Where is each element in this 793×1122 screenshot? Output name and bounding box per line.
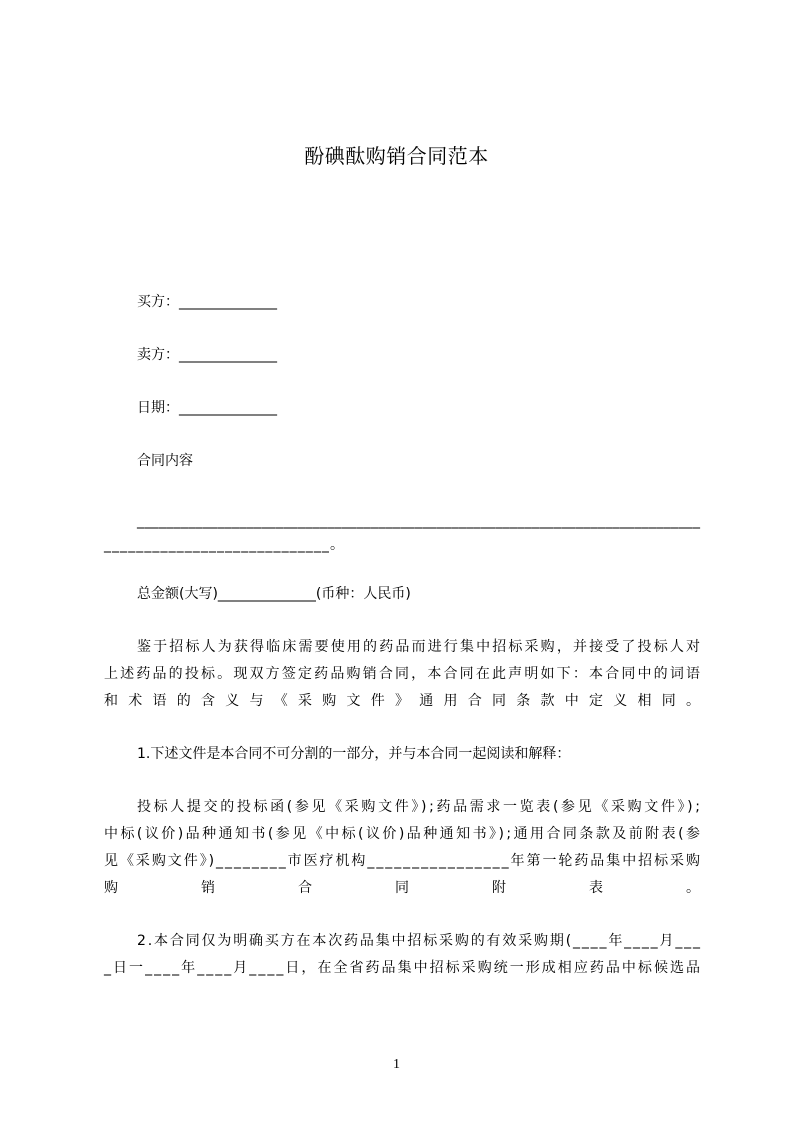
- contract-content-heading: 合同内容: [137, 453, 193, 469]
- clause-1-body-line-3: 见《采购文件》)________市医疗机构________________年第一轮药品集中招标采购: [104, 853, 702, 869]
- preamble-line-3: 和术语的含义与《采购文件》通用合同条款中定义相同。: [104, 693, 711, 709]
- seller-field: 卖方：______________: [137, 347, 277, 363]
- total-amount-field: 总金额(大写)______________(币种：人民币): [137, 586, 411, 602]
- clause-1-body-line-2: 中标(议价)品种通知书(参见《中标(议价)品种通知书》);通用合同条款及前附表(参: [104, 826, 703, 842]
- preamble-line-1: 鉴于招标人为获得临床需要使用的药品而进行集中招标采购，并接受了投标人对: [137, 639, 703, 655]
- document-title: 酚碘酞购销合同范本: [304, 144, 489, 168]
- clause-1-body-line-1: 投标人提交的投标函(参见《采购文件》);药品需求一览表(参见《采购文件》);: [137, 799, 703, 815]
- clause-2-line-2: _日一____年____月____日，在全省药品集中招标采购统一形成相应药品中标候选品: [104, 960, 703, 976]
- clause-1-heading: 1.下述文件是本合同不可分割的一部分，并与本合同一起阅读和解释：: [137, 746, 571, 762]
- preamble-line-2: 上述药品的投标。现双方签定药品购销合同，本合同在此声明如下：本合同中的词语: [104, 666, 703, 682]
- clause-1-body-line-4: 购销合同附表。: [104, 880, 783, 896]
- page-number: 1: [393, 1057, 400, 1072]
- content-blank-line-1: _____________________________________________________________________________: [137, 513, 701, 529]
- clause-2-line-1: 2.本合同仅为明确买方在本次药品集中招标采购的有效采购期(____年____月___: [137, 933, 702, 949]
- content-blank-line-2: ____________________________。: [104, 537, 346, 553]
- buyer-field: 买方：______________: [137, 294, 277, 310]
- date-field: 日期：______________: [137, 400, 277, 416]
